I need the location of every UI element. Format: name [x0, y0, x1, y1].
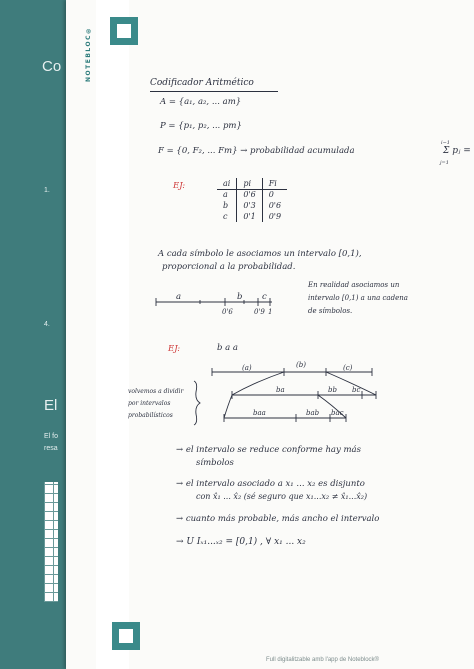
brace-note-line-1: volvemos a dividir [128, 388, 184, 395]
interval-b: (b) [296, 361, 306, 369]
sum-bottom: j=1 [440, 160, 449, 166]
interval-bc: bc [352, 386, 361, 394]
interval-c: (c) [343, 364, 353, 372]
table-cell: 0'3 [237, 200, 262, 211]
axis-label-c: c [262, 292, 267, 302]
table-cell: 0'6 [262, 200, 287, 211]
table-cell: ai [217, 178, 237, 189]
bleed-heading: El [44, 397, 58, 414]
footer-text: Full digitalitzable amb l'app de Noteblock® [266, 657, 379, 663]
tick-label-09: 0'9 [254, 308, 265, 316]
table-cell: 0'1 [237, 211, 262, 222]
bleed-text-2: resa [44, 445, 58, 452]
bleed-item-4: 4. [44, 321, 50, 328]
table-cell: a [223, 190, 228, 200]
zoom-arc [326, 372, 376, 395]
example-label-1: EJ: [173, 181, 186, 191]
table-cell: 0'9 [262, 211, 287, 222]
table-cell: Fi [262, 178, 287, 189]
brace-note-line-3: probabilísticos [128, 412, 173, 419]
table-cell: c [223, 212, 228, 221]
interval-bb: bb [328, 386, 337, 394]
interval-a: (a) [242, 364, 252, 372]
side-note-line-2: intervalo [0,1) a una cadena [308, 294, 408, 302]
bleed-title: Co [42, 58, 62, 75]
tick-label-06: 0'6 [222, 308, 233, 316]
bullet-3: → cuanto más probable, más ancho el intervalo [176, 514, 380, 524]
interval-baa: baa [253, 409, 266, 417]
paragraph-1-line-2: proporcional a la probabilidad. [162, 262, 296, 272]
table-cell: 0 [262, 189, 287, 200]
table-cell: b [223, 201, 229, 210]
bleed-item-1: 1. [44, 187, 50, 194]
bullet-1-line-2: símbolos [196, 458, 234, 468]
alphabet-line: A = {a₁, a₂, ... am} [160, 97, 242, 107]
sum-symbol: Σ pⱼ = [443, 146, 471, 156]
bullet-1-line-1: → el intervalo se reduce conforme hay más [176, 445, 361, 455]
bullet-4: → U Iₓ₁...ₓ₂ = [0,1) , ∀ x₁ ... x₂ [176, 537, 306, 547]
bullet-2-line-1: → el intervalo asociado a x₁ ... x₂ es disjunto [176, 479, 365, 489]
side-note-line-3: de símbolos. [308, 307, 353, 315]
interval-ba: ba [276, 386, 285, 394]
interval-bac: bac [331, 409, 344, 417]
notes-title: Codificador Aritmético [150, 78, 254, 88]
brand-label: NOTEBLOC® [85, 25, 92, 82]
example-label-2: EJ: [168, 344, 181, 354]
zoom-arc [232, 372, 284, 395]
table-cell: 0'6 [237, 189, 262, 200]
paragraph-1-line-1: A cada símbolo le asociamos un intervalo [0,1), [158, 249, 362, 259]
curly-brace [194, 381, 200, 425]
table-cell: pi [237, 178, 262, 189]
sum-top: i−1 [441, 140, 450, 146]
example-sequence: b a a [217, 343, 238, 353]
bullet-2-line-2: con x̂₁ ... x̂₂ (sé seguro que x₁...x₂ ≠ x̂₁...x̂₂) [196, 492, 368, 501]
zoom-arc [224, 395, 232, 418]
axis-label-a: a [176, 292, 182, 302]
brace-note-line-2: por intervalos [128, 400, 171, 407]
interval-bab: bab [306, 409, 320, 417]
axis-label-b: b [237, 292, 243, 302]
tick-label-1: 1 [268, 308, 273, 316]
probability-line: P = {p₁, p₂, ... pm} [160, 121, 242, 131]
bleed-text-1: El fo [44, 433, 59, 440]
zoom-arc [318, 395, 346, 418]
cumulative-line: F = {0, F₂, ... Fm} → probabilidad acumulada [158, 146, 355, 156]
side-note-line-1: En realidad asociamos un [308, 281, 400, 289]
